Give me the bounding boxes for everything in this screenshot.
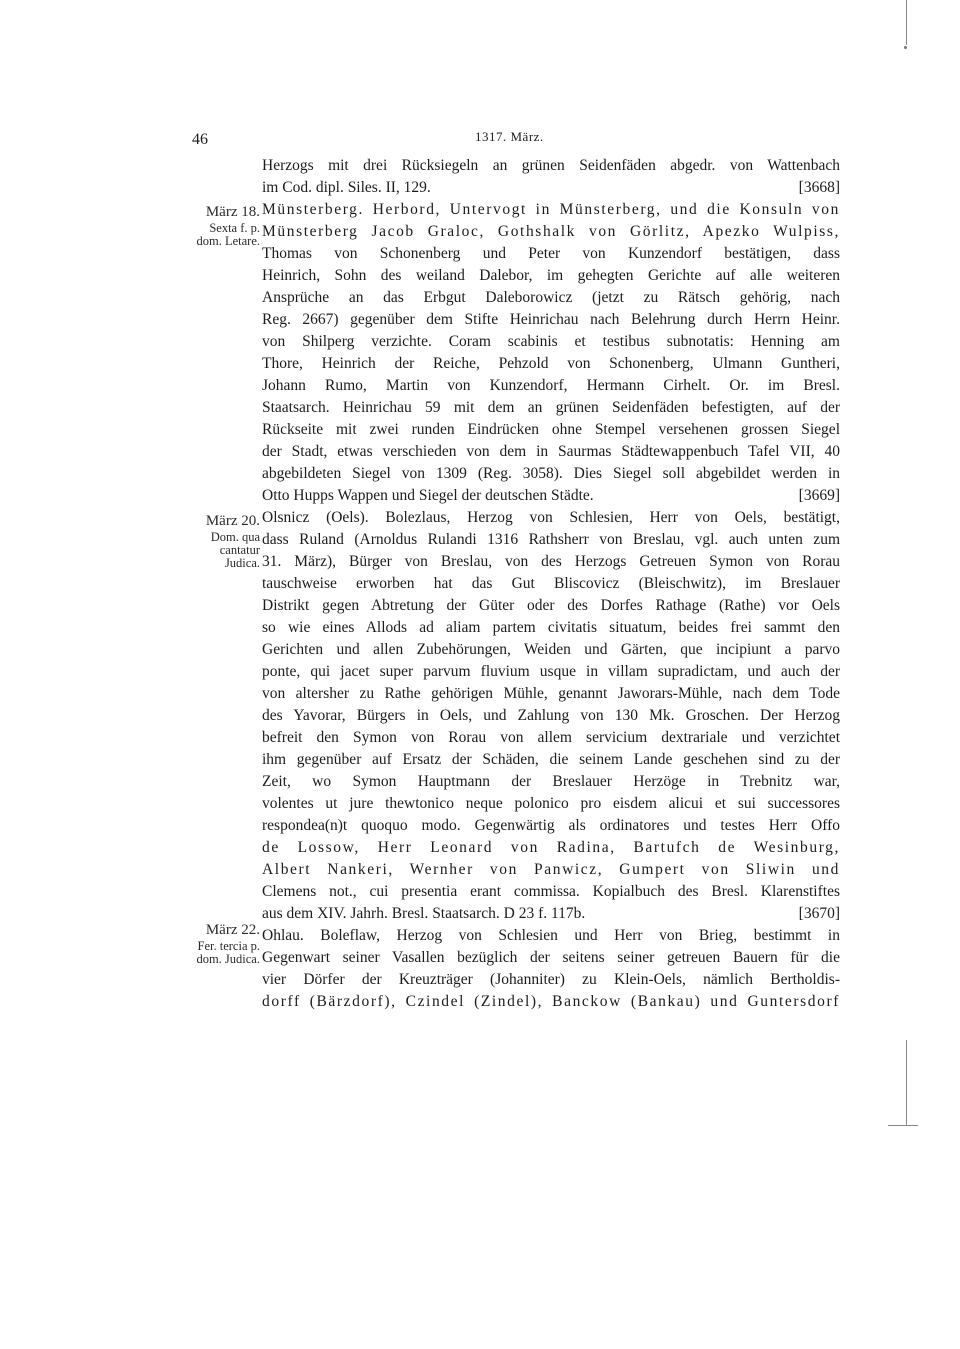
text-line: Albert Nankeri, Wernher von Panwicz, Gumpert von Sliwin und	[262, 861, 840, 878]
text-line: ihm gegenüber auf Ersatz der Schäden, die seinem Lande geschehen sind zu der	[262, 751, 840, 768]
margin-line: dom. Judica.	[196, 952, 260, 966]
text-line: volentes ut jure thewtonico neque polonico pro eisdem alicui et sui successores	[262, 795, 840, 812]
text-line: vier Dörfer der Kreuzträger (Johanniter) zu Klein-Oels, nämlich Bertholdis-	[262, 971, 840, 988]
reg-number: [3670]	[798, 905, 840, 922]
margin-line: Sexta f. p.	[209, 221, 260, 235]
scan-edge-mark	[906, 0, 907, 45]
margin-line: Judica.	[224, 556, 260, 570]
text-line: so wie eines Allods ad aliam partem civitatis situatum, beides frei sammt den	[262, 619, 840, 636]
reg-number: [3669]	[798, 487, 840, 504]
page-number: 46	[192, 131, 208, 148]
text-line: aus dem XIV. Jahrh. Bresl. Staatsarch. D 23 f. 117b. [3670]	[262, 903, 840, 925]
text-line: Heinrich, Sohn des weiland Dalebor, im gehegten Gerichte auf alle weiteren	[262, 267, 840, 284]
scan-edge-mark	[906, 1040, 907, 1125]
text-line: Münsterberg Jacob Graloc, Gothshalk von Görlitz, Apezko Wulpiss,	[262, 223, 840, 240]
margin-note-march-22	[196, 920, 260, 966]
scan-edge-dot	[904, 46, 907, 49]
text-line: de Lossow, Herr Leonard von Radina, Bartufch de Wesinburg,	[262, 839, 840, 856]
text-line: Zeit, wo Symon Hauptmann der Breslauer Herzöge in Trebnitz war,	[262, 773, 840, 790]
margin-note-march-20	[206, 511, 260, 570]
text-line: 31. März), Bürger von Breslau, von des Herzogs Getreuen Symon von Rorau	[262, 553, 840, 570]
running-head: 1317. März.	[475, 129, 544, 144]
text-line: von Shilperg verzichte. Coram scabinis et testibus subnotatis: Henning am	[262, 333, 840, 350]
margin-line: Fer. tercia p.	[197, 939, 260, 953]
text-line: von altersher zu Rathe gehörigen Mühle, genannt Jaworars-Mühle, nach dem Tode	[262, 685, 840, 702]
text-line: Ansprüche an das Erbgut Daleborowicz (jetzt zu Rätsch gehörig, nach	[262, 289, 840, 306]
text-line: Staatsarch. Heinrichau 59 mit dem an grünen Seidenfäden befestigten, auf der	[262, 399, 840, 416]
text-line: des Yavorar, Bürgers in Oels, und Zahlung von 130 Mk. Groschen. Der Herzog	[262, 707, 840, 724]
margin-date: März 20.	[205, 513, 260, 529]
text-line: der Stadt, etwas verschieden von dem in Saurmas Städtewappenbuch Tafel VII, 40	[262, 443, 840, 460]
text-line: Thore, Heinrich der Reiche, Pehzold von Schonenberg, Ulmann Guntheri,	[262, 355, 840, 372]
text-line: Distrikt gegen Abtretung der Güter oder des Dorfes Rathage (Rathe) vor Oels	[262, 597, 840, 614]
text-line: Rückseite mit zwei runden Eindrücken ohne Stempel versehenen grossen Siegel	[262, 421, 840, 438]
text-line: Reg. 2667) gegenüber dem Stifte Heinrichau nach Belehrung durch Herrn Heinr.	[262, 311, 840, 328]
margin-date: März 22.	[205, 922, 260, 938]
text-line: dorff (Bärzdorf), Czindel (Zindel), Banckow (Bankau) und Guntersdorf	[262, 993, 840, 1010]
text-line: Johann Rumo, Martin von Kunzendorf, Hermann Cirhelt. Or. im Bresl.	[262, 377, 840, 394]
text-line: dass Ruland (Arnoldus Rulandi 1316 Rathsherr von Breslau, vgl. auch unten zum	[262, 531, 840, 548]
text-line: Herzogs mit drei Rücksiegeln an grünen Seidenfäden abgedr. von Wattenbach	[262, 157, 840, 174]
text-line: abgebildeten Siegel von 1309 (Reg. 3058). Dies Siegel soll abgebildet werden in	[262, 465, 840, 482]
margin-line: dom. Letare.	[196, 234, 260, 248]
text-line: Gerichten und allen Zubehörungen, Weiden und Gärten, que incipiunt a parvo	[262, 641, 840, 658]
reg-number: [3668]	[798, 179, 840, 196]
margin-date: März 18.	[205, 204, 260, 220]
text-line: Otto Hupps Wappen und Siegel der deutschen Städte. [3669]	[262, 485, 840, 507]
text-line: Gegenwart seiner Vasallen bezüglich der seitens seiner getreuen Bauern für die	[262, 949, 840, 966]
margin-line: Dom. qua	[210, 530, 260, 544]
text-line: Ohlau. Boleflaw, Herzog von Schlesien und Herr von Brieg, bestimmt in	[262, 927, 840, 944]
text-line: im Cod. dipl. Siles. II, 129. [3668]	[262, 177, 840, 199]
margin-line: cantatur	[219, 543, 260, 557]
scan-edge-mark	[888, 1125, 918, 1126]
text-line: Clemens not., cui presentia erant commissa. Kopialbuch des Bresl. Klarenstiftes	[262, 883, 840, 900]
margin-note-march-18	[196, 202, 260, 248]
text-line: Thomas von Schonenberg und Peter von Kunzendorf bestätigen, dass	[262, 245, 840, 262]
text-line: ponte, qui jacet super parvum fluvium usque in villam supradictam, und auch der	[262, 663, 840, 680]
text-line: tauschweise erworben hat das Gut Bliscovicz (Bleischwitz), im Breslauer	[262, 575, 840, 592]
text-line: befreit den Symon von Rorau von allem servicium dextrariale und verzichtet	[262, 729, 840, 746]
text-line: respondea(n)t quoquo modo. Gegenwärtig als ordinatores und testes Herr Offo	[262, 817, 840, 834]
text-line: Münsterberg. Herbord, Untervogt in Münsterberg, und die Konsuln von	[262, 201, 840, 218]
text-line: Olsnicz (Oels). Bolezlaus, Herzog von Schlesien, Herr von Oels, bestätigt,	[262, 509, 840, 526]
